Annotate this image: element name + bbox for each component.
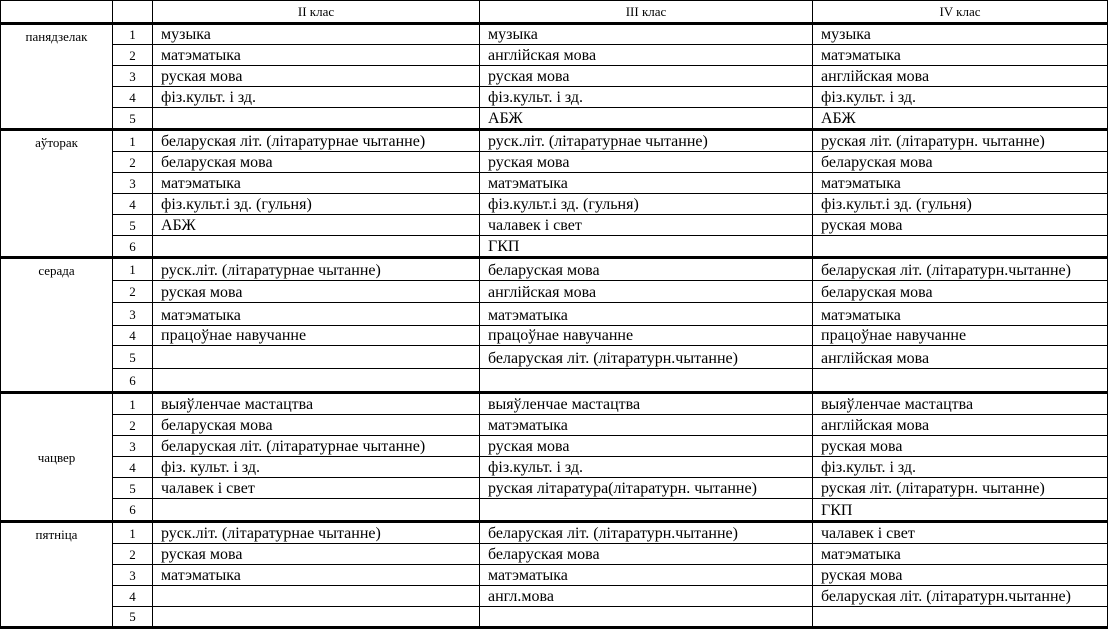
timetable-row	[1, 152, 1108, 173]
lesson-number-cell: 1	[113, 258, 153, 281]
subject-cell-class-2: беларуская літ. (літаратурнае чытанне)	[153, 436, 480, 457]
subject-cell-class-2: выяўленчае мастацтва	[153, 393, 480, 415]
timetable-row	[1, 130, 1108, 152]
subject-cell-class-4: выяўленчае мастацтва	[813, 393, 1108, 415]
subject-cell-class-2: фіз. культ. і зд.	[153, 457, 480, 478]
subject-cell-class-4: англійская мова	[813, 66, 1108, 87]
lesson-number-cell: 6	[113, 499, 153, 522]
subject-cell-class-3: беларуская літ. (літаратурн.чытанне)	[480, 522, 813, 544]
subject-cell-class-2: матэматыка	[153, 173, 480, 194]
timetable-row	[1, 194, 1108, 215]
lesson-number-cell: 6	[113, 369, 153, 393]
lesson-number-cell: 2	[113, 544, 153, 565]
subject-cell-class-2: беларуская мова	[153, 152, 480, 173]
timetable-row	[1, 415, 1108, 436]
subject-cell-class-2	[153, 108, 480, 130]
day-name-cell: пятніца	[1, 522, 113, 628]
subject-cell-class-4	[813, 607, 1108, 628]
timetable-row	[1, 45, 1108, 66]
subject-cell-class-3: беларуская літ. (літаратурн.чытанне)	[480, 346, 813, 369]
subject-cell-class-4	[813, 369, 1108, 393]
subject-cell-class-4: руская літ. (літаратурн. чытанне)	[813, 130, 1108, 152]
subject-cell-class-4: руская літ. (літаратурн. чытанне)	[813, 478, 1108, 499]
subject-cell-class-2: АБЖ	[153, 215, 480, 236]
timetable-row	[1, 173, 1108, 194]
subject-cell-class-2: матэматыка	[153, 303, 480, 326]
lesson-number-cell: 2	[113, 415, 153, 436]
subject-cell-class-4: англійская мова	[813, 415, 1108, 436]
subject-cell-class-3: матэматыка	[480, 415, 813, 436]
lesson-number-cell: 5	[113, 478, 153, 499]
subject-cell-class-3	[480, 369, 813, 393]
subject-cell-class-2: руская мова	[153, 544, 480, 565]
subject-cell-class-3: руская мова	[480, 152, 813, 173]
day-name-cell: панядзелак	[1, 24, 113, 130]
subject-cell-class-3: беларуская мова	[480, 544, 813, 565]
subject-cell-class-4: руская мова	[813, 436, 1108, 457]
timetable-row	[1, 346, 1108, 369]
subject-cell-class-2: беларуская літ. (літаратурнае чытанне)	[153, 130, 480, 152]
lesson-number-cell: 4	[113, 586, 153, 607]
subject-cell-class-2: матэматыка	[153, 565, 480, 586]
subject-cell-class-2: беларуская мова	[153, 415, 480, 436]
lesson-number-cell: 3	[113, 303, 153, 326]
subject-cell-class-2: руск.літ. (літаратурнае чытанне)	[153, 258, 480, 281]
lesson-number-cell: 4	[113, 87, 153, 108]
subject-cell-class-4: фіз.культ.і зд. (гульня)	[813, 194, 1108, 215]
subject-cell-class-3: англійская мова	[480, 281, 813, 303]
subject-cell-class-3: матэматыка	[480, 303, 813, 326]
timetable-row	[1, 544, 1108, 565]
subject-cell-class-4: матэматыка	[813, 303, 1108, 326]
timetable-row	[1, 258, 1108, 281]
subject-cell-class-4: чалавек і свет	[813, 522, 1108, 544]
subject-cell-class-4: руская мова	[813, 565, 1108, 586]
subject-cell-class-2: фіз.культ. і зд.	[153, 87, 480, 108]
timetable-row	[1, 436, 1108, 457]
timetable-row	[1, 522, 1108, 544]
subject-cell-class-3: руская літаратура(літаратурн. чытанне)	[480, 478, 813, 499]
subject-cell-class-3: руская мова	[480, 66, 813, 87]
subject-cell-class-2: руская мова	[153, 281, 480, 303]
timetable-row	[1, 87, 1108, 108]
lesson-number-cell: 3	[113, 173, 153, 194]
subject-cell-class-3: фіз.культ. і зд.	[480, 457, 813, 478]
day-name-cell: чацвер	[1, 393, 113, 522]
subject-cell-class-4: беларуская мова	[813, 152, 1108, 173]
subject-cell-class-2: працоўнае навучанне	[153, 326, 480, 346]
header-row	[1, 1, 1108, 24]
timetable-row	[1, 24, 1108, 45]
timetable-row	[1, 236, 1108, 258]
lesson-number-cell: 5	[113, 215, 153, 236]
header-class-4: IV клас	[813, 1, 1108, 24]
timetable-row	[1, 215, 1108, 236]
header-class-2: II клас	[153, 1, 480, 24]
timetable-row	[1, 586, 1108, 607]
subject-cell-class-4: беларуская літ. (літаратурн.чытанне)	[813, 258, 1108, 281]
subject-cell-class-3	[480, 499, 813, 522]
subject-cell-class-4: фіз.культ. і зд.	[813, 87, 1108, 108]
lesson-number-cell: 3	[113, 66, 153, 87]
subject-cell-class-4	[813, 236, 1108, 258]
subject-cell-class-3: матэматыка	[480, 565, 813, 586]
subject-cell-class-3: музыка	[480, 24, 813, 45]
subject-cell-class-3: выяўленчае мастацтва	[480, 393, 813, 415]
subject-cell-class-3: АБЖ	[480, 108, 813, 130]
subject-cell-class-2	[153, 236, 480, 258]
timetable-row	[1, 478, 1108, 499]
subject-cell-class-2: руск.літ. (літаратурнае чытанне)	[153, 522, 480, 544]
header-lesson-number-cell	[113, 1, 153, 24]
lesson-number-cell: 5	[113, 607, 153, 628]
header-class-3: III клас	[480, 1, 813, 24]
subject-cell-class-3: руск.літ. (літаратурнае чытанне)	[480, 130, 813, 152]
lesson-number-cell: 6	[113, 236, 153, 258]
lesson-number-cell: 4	[113, 457, 153, 478]
subject-cell-class-3: англ.мова	[480, 586, 813, 607]
subject-cell-class-2	[153, 346, 480, 369]
subject-cell-class-2: матэматыка	[153, 45, 480, 66]
timetable-body	[1, 24, 1108, 628]
subject-cell-class-2: фіз.культ.і зд. (гульня)	[153, 194, 480, 215]
subject-cell-class-3: беларуская мова	[480, 258, 813, 281]
subject-cell-class-4: матэматыка	[813, 544, 1108, 565]
lesson-number-cell: 3	[113, 436, 153, 457]
subject-cell-class-2	[153, 499, 480, 522]
lesson-number-cell: 1	[113, 522, 153, 544]
subject-cell-class-4: фіз.культ. і зд.	[813, 457, 1108, 478]
subject-cell-class-3: англійская мова	[480, 45, 813, 66]
timetable-row	[1, 281, 1108, 303]
subject-cell-class-4: беларуская мова	[813, 281, 1108, 303]
subject-cell-class-3: чалавек і свет	[480, 215, 813, 236]
subject-cell-class-3: працоўнае навучанне	[480, 326, 813, 346]
subject-cell-class-4: працоўнае навучанне	[813, 326, 1108, 346]
timetable-row	[1, 607, 1108, 628]
subject-cell-class-4: англійская мова	[813, 346, 1108, 369]
subject-cell-class-2: музыка	[153, 24, 480, 45]
lesson-number-cell: 1	[113, 24, 153, 45]
subject-cell-class-4: беларуская літ. (літаратурн.чытанне)	[813, 586, 1108, 607]
timetable-row	[1, 369, 1108, 393]
timetable-row	[1, 499, 1108, 522]
subject-cell-class-2: чалавек і свет	[153, 478, 480, 499]
lesson-number-cell: 2	[113, 281, 153, 303]
subject-cell-class-4: матэматыка	[813, 173, 1108, 194]
subject-cell-class-4: матэматыка	[813, 45, 1108, 66]
subject-cell-class-3: руская мова	[480, 436, 813, 457]
day-name-cell: серада	[1, 258, 113, 393]
subject-cell-class-3: фіз.культ. і зд.	[480, 87, 813, 108]
timetable-row	[1, 108, 1108, 130]
lesson-number-cell: 4	[113, 326, 153, 346]
subject-cell-class-4: ГКП	[813, 499, 1108, 522]
timetable-row	[1, 393, 1108, 415]
lesson-number-cell: 5	[113, 108, 153, 130]
lesson-number-cell: 2	[113, 45, 153, 66]
lesson-number-cell: 2	[113, 152, 153, 173]
timetable-row	[1, 565, 1108, 586]
subject-cell-class-2: руская мова	[153, 66, 480, 87]
subject-cell-class-3: фіз.культ.і зд. (гульня)	[480, 194, 813, 215]
lesson-number-cell: 1	[113, 130, 153, 152]
subject-cell-class-2	[153, 369, 480, 393]
subject-cell-class-4: АБЖ	[813, 108, 1108, 130]
subject-cell-class-4: руская мова	[813, 215, 1108, 236]
lesson-number-cell: 5	[113, 346, 153, 369]
timetable-row	[1, 303, 1108, 326]
header-corner-cell	[1, 1, 113, 24]
lesson-number-cell: 4	[113, 194, 153, 215]
timetable-row	[1, 457, 1108, 478]
day-name-cell: аўторак	[1, 130, 113, 258]
subject-cell-class-4: музыка	[813, 24, 1108, 45]
subject-cell-class-2	[153, 586, 480, 607]
timetable-row	[1, 66, 1108, 87]
subject-cell-class-3	[480, 607, 813, 628]
subject-cell-class-3: матэматыка	[480, 173, 813, 194]
lesson-number-cell: 1	[113, 393, 153, 415]
subject-cell-class-3: ГКП	[480, 236, 813, 258]
timetable-row	[1, 326, 1108, 346]
lesson-number-cell: 3	[113, 565, 153, 586]
subject-cell-class-2	[153, 607, 480, 628]
